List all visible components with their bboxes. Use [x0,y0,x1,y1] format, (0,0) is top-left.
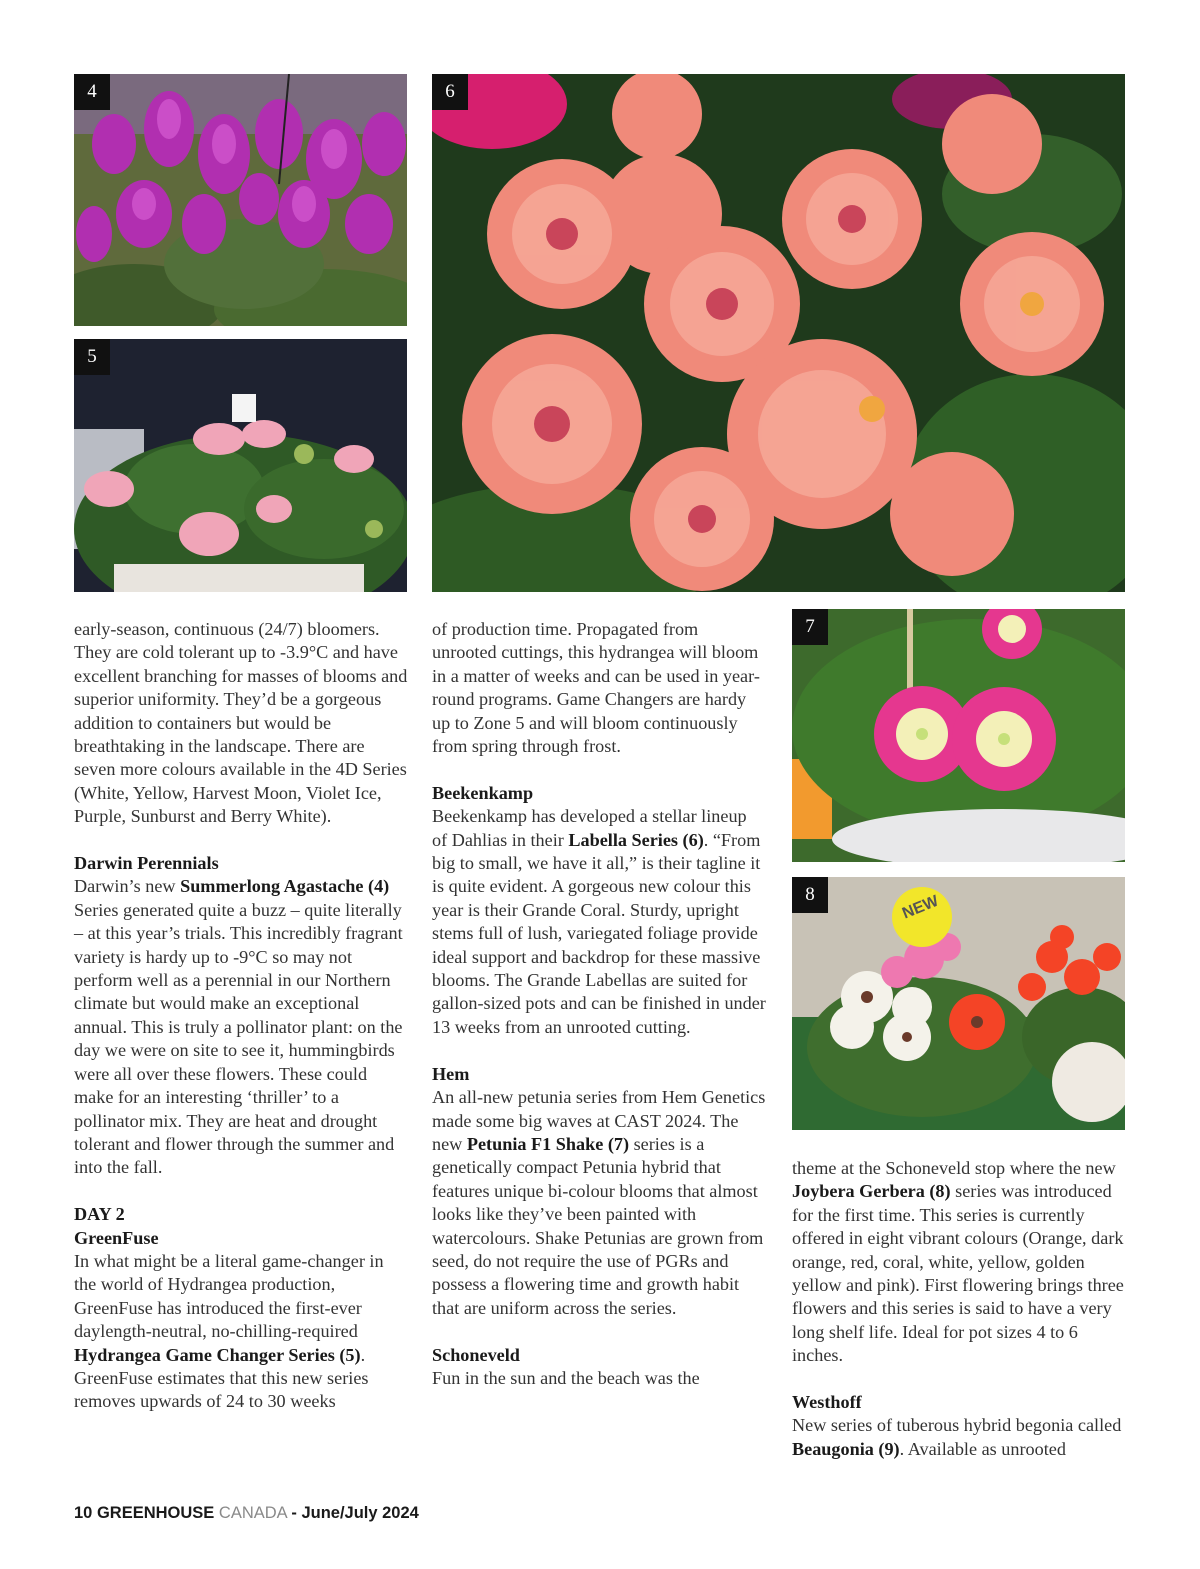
paragraph: early-season, continuous (24/7) bloomers. They are cold tolerant up to -3.9°C and have excellent branching for masses of blooms and superior uniformity. They’d be a gorgeous addition to containers but would be breathtaking in the landscape. There are seven more colours available in the 4D Series (White, Yellow, Harvest Moon, Violet Ice, Purple, Sunburst and Berry White). [74,619,408,827]
product-name: Joybera Gerbera (8) [792,1181,951,1202]
gerbera-image [792,877,1125,1130]
product-name: Petunia F1 Shake (7) [466,1133,630,1154]
heading-darwin-perennials: Darwin Perennials [74,853,219,874]
column-3 [792,1157,1128,1461]
paragraph: of production time. Propagated from unrooted cuttings, this hydrangea will bloom in a matter of weeks and can be used in year-round programs. Game Changers are hardy up to Zone 5 and will bloom continuously from spring through frost. [432,619,760,757]
photo-number-6: 6 [432,74,468,110]
magazine-brand: GREENHOUSE [96,1504,215,1522]
page-number: 10 [74,1504,93,1522]
hydrangea-image [74,339,407,592]
heading-beekenkamp: Beekenkamp [432,782,534,803]
column-2 [432,618,766,1390]
photo-number-7: 7 [792,609,828,645]
text: Beekenkamp has developed a stellar lineup of Dahlias in their [432,806,747,850]
photo-number-5: 5 [74,339,110,375]
text: In what might be a literal game-changer in the world of Hydrangea production, GreenFuse has introduced the first-ever daylength-neutral, no-chilling-required [74,1250,384,1342]
photo-petunia [792,609,1125,862]
petunia-image [792,609,1125,862]
heading-day-2: DAY 2 [74,1204,125,1225]
photo-hydrangea [74,339,407,592]
text: theme at the Schoneveld stop where the new [792,1158,1116,1178]
text: An all-new petunia series from Hem Genetics made some big waves at CAST 2024. The new [432,1087,766,1154]
text: New series of tuberous hybrid begonia called [792,1415,1122,1436]
product-name: Hydrangea Game Changer Series (5) [74,1344,361,1365]
paragraph-schoneveld-cont [792,1157,1128,1368]
magazine-country: CANADA [218,1504,287,1522]
paragraph-beekenkamp [432,805,766,1039]
product-name: Summerlong Agastache (4) [180,876,390,897]
photo-number-8: 8 [792,877,828,913]
product-name: Labella Series (6) [568,829,704,850]
heading-westhoff: Westhoff [792,1392,862,1413]
photo-dahlia [432,74,1125,592]
text: . Available as unrooted [899,1438,1066,1459]
dahlia-image [432,74,1125,592]
text: . “From big to small, we have it all,” is their tagline it is quite evident. A gorgeous new colour this year is their Grande Coral. Sturdy, upright stems full of lush, variegated foliage provide ideal support and backdrop for these massive blooms. The Grande Labellas are suited for gallon-sized pots and can be finished in under 13 weeks from an unrooted cutting. [432,829,766,1037]
column-1 [74,618,408,1414]
heading-schoneveld: Schoneveld [432,1344,520,1365]
issue-date: - June/July 2024 [291,1504,419,1522]
text: . GreenFuse estimates that this new series removes upwards of 24 to 30 weeks [74,1344,369,1412]
text: Series generated quite a buzz – quite literally – at this year’s trials. This incredibly fragrant variety is hardy up to -9°C so may not perform well as a perennial in our Northern climate but would make an exceptional annual. This is truly a pollinator plant: on the day we were on site to see it, hummingbirds were all over these flowers. These could make for an interesting ‘thriller’ to a pollinator mix. They are heat and drought tolerant and flower through the summer and into the fall. [74,899,403,1178]
paragraph-hem [432,1086,766,1320]
paragraph-schoneveld: Fun in the sun and the beach was the [432,1367,700,1388]
photo-agastache [74,74,407,326]
text: series was introduced for the first time. This series is currently offered in eight vibrant colours (Orange, dark orange, red, coral, white, yellow, golden yellow and pink). First flowering brings three flowers and this series is said to have a very long shelf life. Ideal for pot sizes 4 to 6 inches. [792,1181,1124,1366]
agastache-image [74,74,407,326]
paragraph-darwin [74,875,408,1179]
heading-greenfuse: GreenFuse [74,1227,159,1248]
heading-hem: Hem [432,1063,470,1084]
paragraph-westhoff [792,1414,1128,1461]
product-name: Beaugonia (9) [792,1438,900,1459]
paragraph-greenfuse [74,1250,408,1414]
text: series is a genetically compact Petunia hybrid that features unique bi-colour blooms that almost looks like they’ve been painted with watercolours. Shake Petunias are grown from seed, do not require the use of PGRs and possess a flowering time and growth habit that are uniform across the series. [432,1133,764,1318]
new-badge: NEW [899,892,941,923]
page-footer [74,1504,419,1523]
photo-number-4: 4 [74,74,110,110]
photo-gerbera [792,877,1125,1130]
text: Darwin’s new [74,876,181,897]
